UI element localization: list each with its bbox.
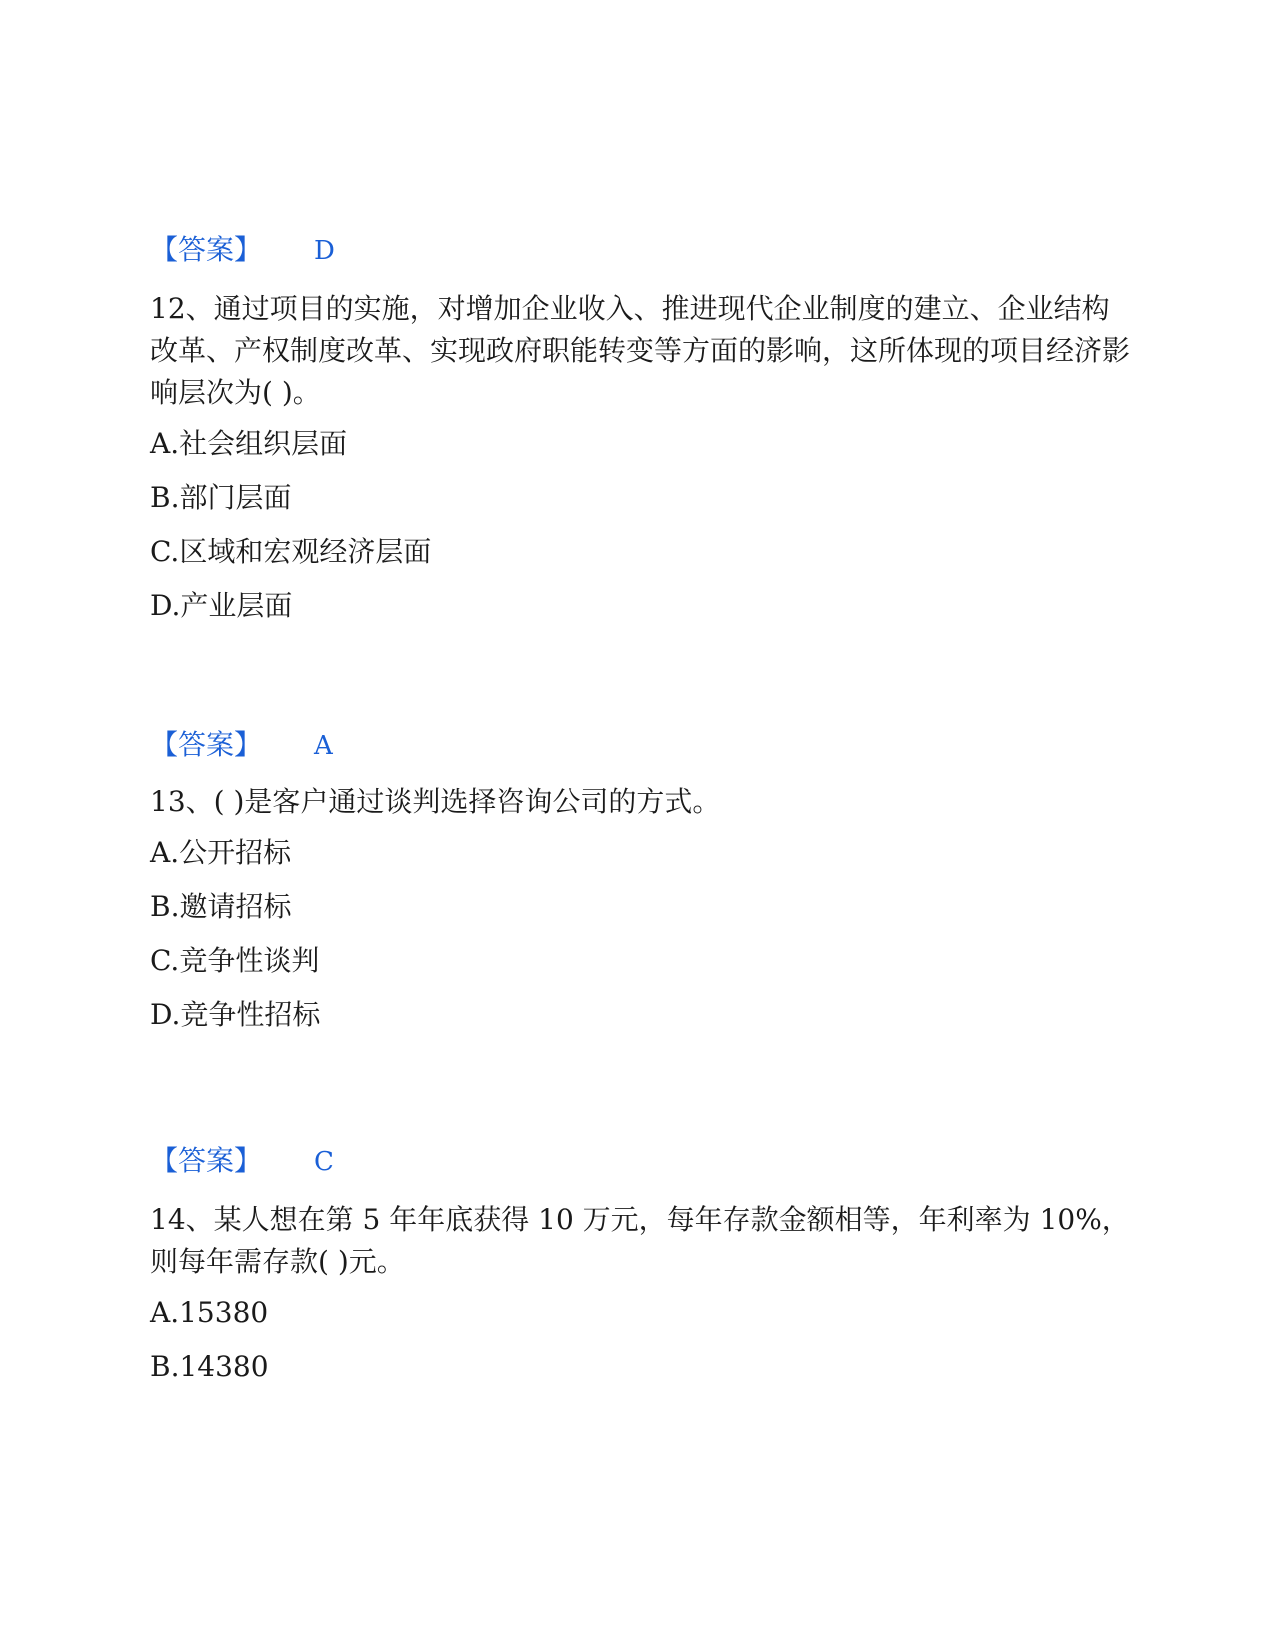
option-d: D.竞争性招标 (150, 998, 321, 1031)
answer-line (150, 727, 1130, 763)
option-b: B.部门层面 (150, 481, 292, 514)
option-c: C.区域和宏观经济层面 (150, 535, 432, 568)
question-block-13 (150, 727, 1130, 1033)
answer-line (150, 1143, 1130, 1179)
answer-value: C (314, 1147, 334, 1177)
option-a: A.15380 (150, 1296, 269, 1329)
option-c: C.竞争性谈判 (150, 944, 320, 977)
option-b: B.14380 (150, 1350, 269, 1383)
question-block-12 (150, 232, 1130, 624)
option-b: B.邀请招标 (150, 890, 292, 923)
answer-label: 【答案】 (150, 728, 263, 761)
question-text: 14、某人想在第 5 年年底获得 10 万元，每年存款金额相等，年利率为 10%，则每年需存款( )元。 (150, 1203, 1130, 1278)
question-text: 13、( )是客户通过谈判选择咨询公司的方式。 (150, 785, 721, 818)
answer-value: A (314, 731, 333, 761)
answer-label: 【答案】 (150, 1144, 263, 1177)
option-a: A.社会组织层面 (150, 427, 348, 460)
answer-value: D (314, 236, 335, 266)
answer-line (150, 232, 1130, 268)
answer-label: 【答案】 (150, 233, 263, 266)
option-a: A.公开招标 (150, 836, 292, 869)
option-d: D.产业层面 (150, 589, 293, 622)
question-text: 12、通过项目的实施，对增加企业收入、推进现代企业制度的建立、企业结构改革、产权制度改革、实现政府职能转变等方面的影响，这所体现的项目经济影响层次为( )。 (150, 292, 1131, 409)
question-block-14 (150, 1143, 1130, 1385)
